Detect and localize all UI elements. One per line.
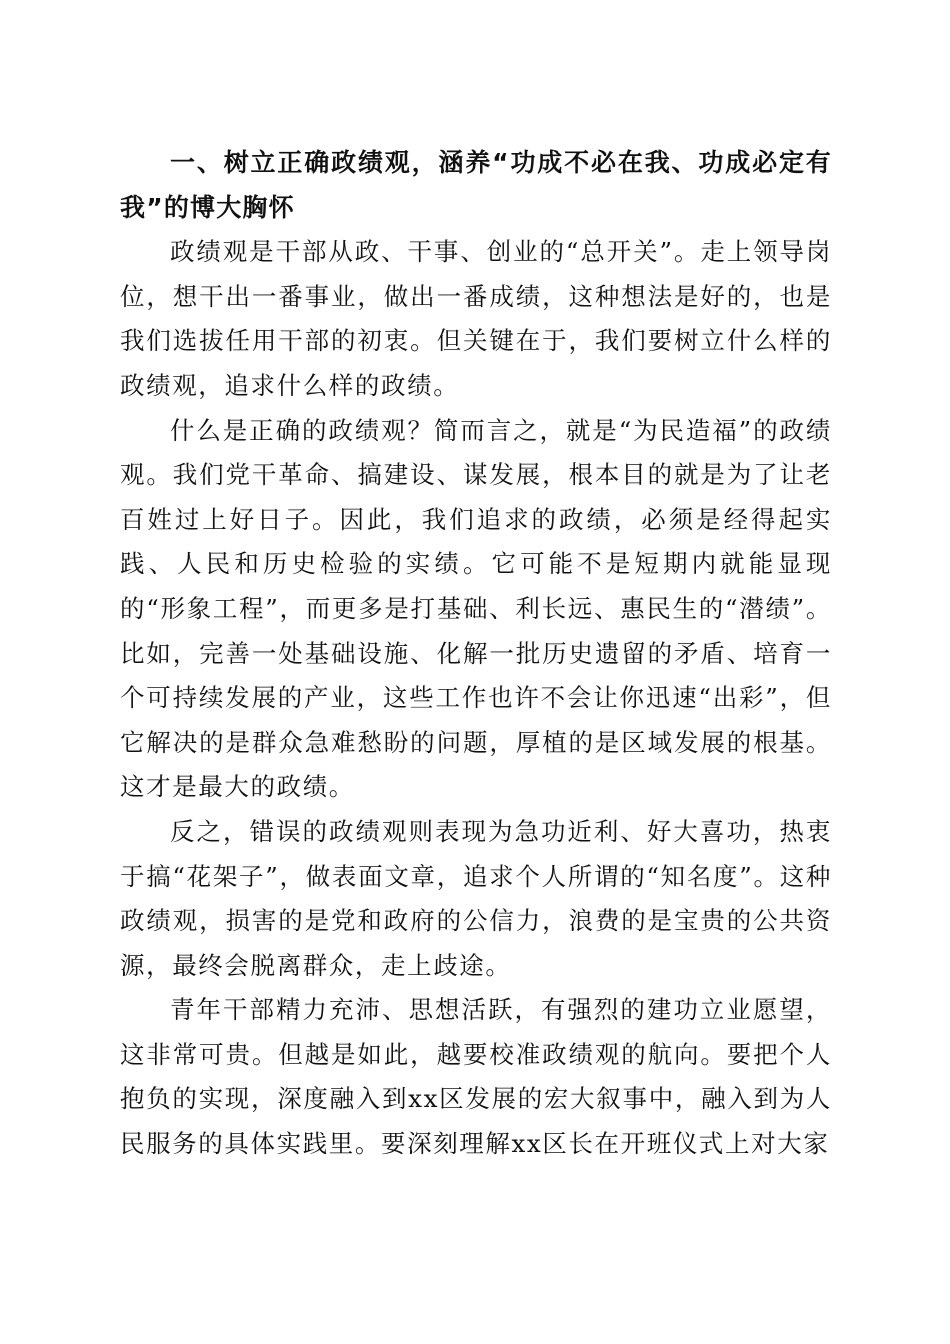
paragraph-1: 政绩观是干部从政、干事、创业的“总开关”。走上领导岗位，想干出一番事业，做出一番成绩，这种想法是好的，也是我们选拔任用干部的初衷。但关键在于，我们要树立什么样的政绩观，追求什么样的政绩。: [120, 237, 832, 400]
paragraph-4: 青年干部精力充沛、思想活跃，有强烈的建功立业愿望，这非常可贵。但越是如此，越要校准政绩观的航向。要把个人抱负的实现，深度融入到xx区发展的宏大叙事中，融入到为人民服务的具体实践里。要深刻理解xx区长在开班仪式上对大家: [120, 995, 832, 1159]
paragraph-3: 反之，错误的政绩观则表现为急功近利、好大喜功，热衷于搞“花架子”，做表面文章，追求个人所谓的“知名度”。这种政绩观，损害的是党和政府的公信力，浪费的是宝贵的公共资源，最终会脱离群众，走上歧途。: [120, 816, 832, 980]
paragraph-2: 什么是正确的政绩观？简而言之，就是“为民造福”的政绩观。我们党干革命、搞建设、谋发展，根本目的就是为了让老百姓过上好日子。因此，我们追求的政绩，必须是经得起实践、人民和历史检验的实绩。它可能不是短期内就能显现的“形象工程”，而更多是打基础、利长远、惠民生的“潜绩”。比如，完善一处基础设施、化解一批历史遗留的矛盾、培育一个可持续发展的产业，这些工作也许不会让你迅速“出彩”，但它解决的是群众急难愁盼的问题，厚植的是区域发展的根基。这才是最大的政绩。: [120, 415, 832, 802]
document-body: [120, 141, 832, 1167]
section-heading: 一、树立正确政绩观，涵养“功成不必在我、功成必定有我”的博大胸怀: [120, 148, 832, 222]
